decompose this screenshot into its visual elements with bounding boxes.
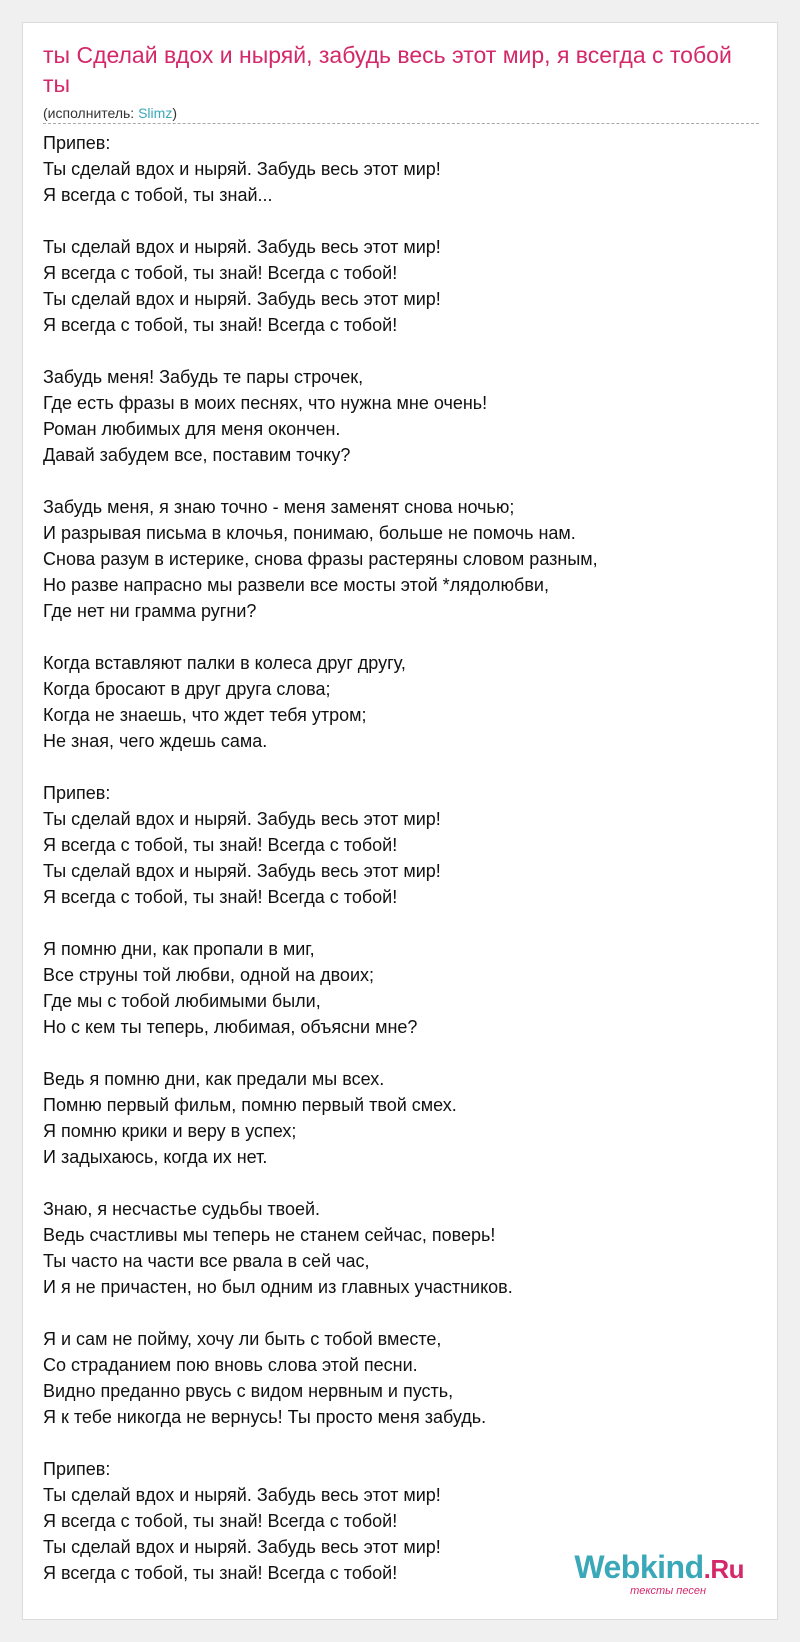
lyric-line: Я всегда с тобой, ты знай... [43, 185, 273, 205]
lyric-line: Я всегда с тобой, ты знай! Всегда с тобой! [43, 1511, 398, 1531]
lyrics-stanza [43, 1196, 763, 1300]
lyric-line: Ведь счастливы мы теперь не станем сейчас, поверь! [43, 1225, 496, 1245]
lyric-line: И я не причастен, но был одним из главных участников. [43, 1277, 513, 1297]
lyric-line: Я всегда с тобой, ты знай! Всегда с тобой! [43, 887, 398, 907]
lyric-line: Видно преданно рвусь с видом нервным и пусть, [43, 1381, 454, 1401]
lyric-line: Все струны той любви, одной на двоих; [43, 965, 374, 985]
lyrics-body [43, 130, 763, 1612]
lyrics-stanza [43, 130, 763, 208]
artist-label: (исполнитель: [43, 105, 139, 121]
lyric-line: Ты сделай вдох и ныряй. Забудь весь этот мир! [43, 861, 441, 881]
lyrics-stanza [43, 364, 763, 468]
lyric-line: Припев: [43, 783, 111, 803]
lyric-line: Я всегда с тобой, ты знай! Всегда с тобой! [43, 835, 398, 855]
lyric-line: Я всегда с тобой, ты знай! Всегда с тобой! [43, 263, 398, 283]
lyrics-stanza [43, 494, 763, 624]
lyric-line: Забудь меня! Забудь те пары строчек, [43, 367, 364, 387]
logo-tagline: тексты песен [630, 1585, 706, 1597]
lyrics-stanza [43, 1066, 763, 1170]
lyric-line: Ты сделай вдох и ныряй. Забудь весь этот мир! [43, 1485, 441, 1505]
lyric-line: Я помню крики и веру в успех; [43, 1121, 297, 1141]
lyric-line: Со страданием пою вновь слова этой песни. [43, 1355, 418, 1375]
lyric-line: Ты сделай вдох и ныряй. Забудь весь этот мир! [43, 159, 441, 179]
lyric-line: Когда бросают в друг друга слова; [43, 679, 331, 699]
lyric-line: Когда вставляют палки в колеса друг другу, [43, 653, 406, 673]
lyric-line: Забудь меня, я знаю точно - меня заменят снова ночью; [43, 497, 515, 517]
lyric-line: Я и сам не пойму, хочу ли быть с тобой вместе, [43, 1329, 442, 1349]
lyric-line: Я помню дни, как пропали в миг, [43, 939, 315, 959]
lyrics-stanza [43, 780, 763, 910]
lyrics-stanza [43, 1326, 763, 1430]
lyric-line: Но с кем ты теперь, любимая, объясни мне? [43, 1017, 418, 1037]
lyric-line: Снова разум в истерике, снова фразы растеряны словом разным, [43, 549, 598, 569]
lyric-line: Я к тебе никогда не вернусь! Ты просто меня забудь. [43, 1407, 487, 1427]
logo-name: Webkind [574, 1549, 704, 1585]
lyric-line: Ты сделай вдох и ныряй. Забудь весь этот мир! [43, 809, 441, 829]
lyric-line: Но разве напрасно мы развели все мосты этой *лядолюбви, [43, 575, 549, 595]
lyric-line: Ведь я помню дни, как предали мы всех. [43, 1069, 385, 1089]
lyric-line: Я всегда с тобой, ты знай! Всегда с тобой! [43, 1563, 398, 1583]
lyric-line: Не зная, чего ждешь сама. [43, 731, 268, 751]
lyric-line: Ты сделай вдох и ныряй. Забудь весь этот мир! [43, 289, 441, 309]
lyrics-stanza [43, 234, 763, 338]
lyric-line: Когда не знаешь, что ждет тебя утром; [43, 705, 367, 725]
lyric-line: Где мы с тобой любимыми были, [43, 991, 321, 1011]
lyric-line: Где нет ни грамма ругни? [43, 601, 257, 621]
lyrics-stanza [43, 936, 763, 1040]
logo-tld: .Ru [703, 1554, 744, 1584]
lyric-line: Где есть фразы в моих песнях, что нужна мне очень! [43, 393, 488, 413]
lyric-line: Припев: [43, 133, 111, 153]
site-logo[interactable] [574, 1551, 744, 1597]
logo-wordmark [574, 1551, 744, 1585]
lyrics-card [22, 22, 778, 1620]
lyric-line: Ты сделай вдох и ныряй. Забудь весь этот мир! [43, 1537, 441, 1557]
lyric-line: Знаю, я несчастье судьбы твоей. [43, 1199, 321, 1219]
lyric-line: Роман любимых для меня окончен. [43, 419, 341, 439]
artist-link[interactable]: Slimz [138, 105, 173, 121]
lyric-line: И разрывая письма в клочья, понимаю, больше не помочь нам. [43, 523, 576, 543]
page-title: ты Сделай вдох и ныряй, забудь весь этот мир, я всегда с тобой ты [43, 42, 732, 97]
title-divider [43, 123, 759, 124]
artist-close: ) [172, 105, 177, 121]
lyrics-stanza [43, 650, 763, 754]
lyric-line: Припев: [43, 1459, 111, 1479]
artist-line [43, 104, 177, 122]
lyric-line: Я всегда с тобой, ты знай! Всегда с тобой! [43, 315, 398, 335]
lyric-line: Давай забудем все, поставим точку? [43, 445, 351, 465]
lyric-line: Помню первый фильм, помню первый твой смех. [43, 1095, 457, 1115]
lyric-line: Ты сделай вдох и ныряй. Забудь весь этот мир! [43, 237, 441, 257]
lyric-line: Ты часто на части все рвала в сей час, [43, 1251, 370, 1271]
lyric-line: И задыхаюсь, когда их нет. [43, 1147, 268, 1167]
